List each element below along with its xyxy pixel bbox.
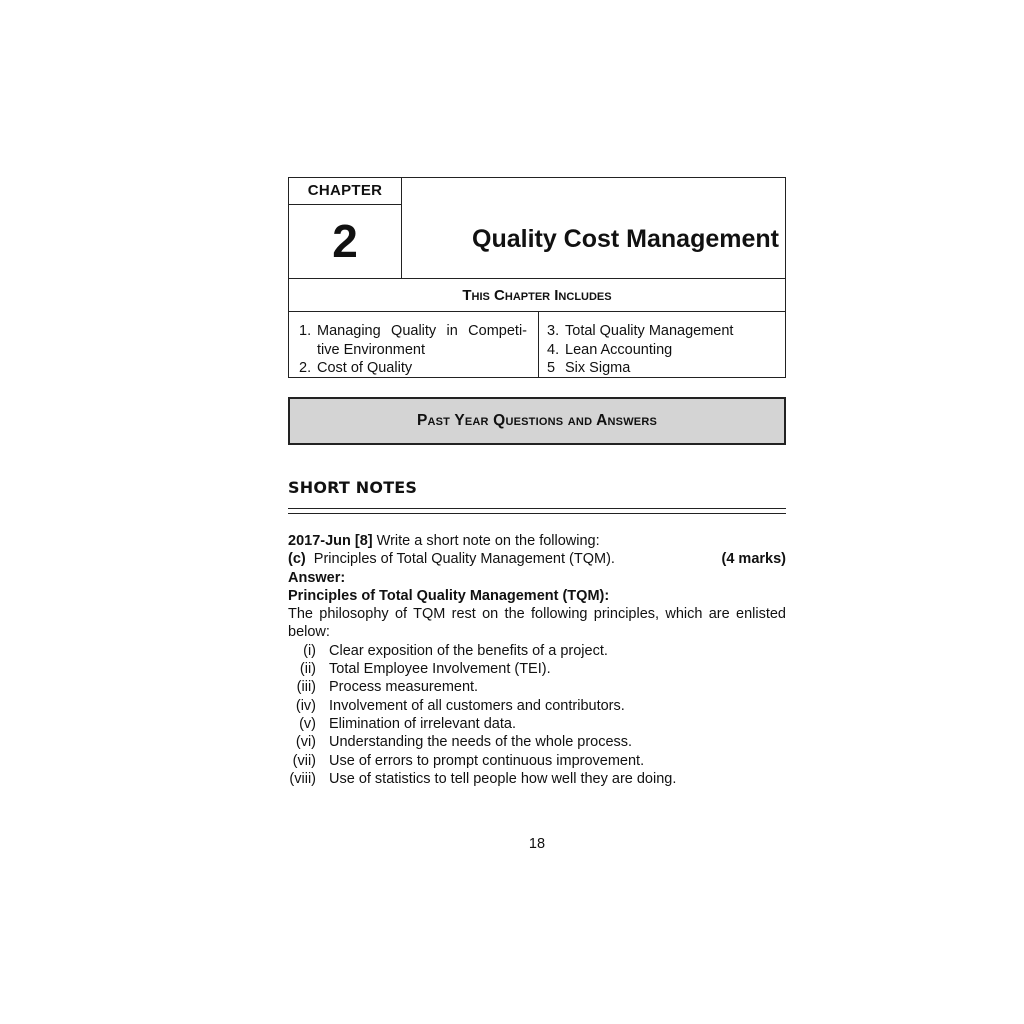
- list-item: [288, 770, 786, 788]
- chapter-title: Quality Cost Management: [472, 225, 779, 253]
- chapter-number-cell: [289, 178, 402, 278]
- list-item: [288, 660, 786, 678]
- list-item: [547, 322, 777, 341]
- list-item: [299, 359, 527, 378]
- list-item-number: (iv): [295, 697, 316, 714]
- column-divider: [538, 312, 539, 378]
- answer-intro: The philosophy of TQM rest on the following principles, which are enlisted below:: [288, 606, 786, 641]
- page-number: 18: [528, 836, 546, 852]
- list-item: [288, 678, 786, 696]
- list-item-text: Clear exposition of the benefits of a project.: [329, 642, 608, 659]
- list-item-text: Lean Accounting: [565, 341, 673, 358]
- list-item-text: Involvement of all customers and contributors.: [329, 697, 625, 714]
- list-item-number: (vii): [292, 752, 316, 769]
- chapter-includes-list: [289, 312, 785, 378]
- chapter-number: 2: [332, 215, 358, 267]
- list-item-text: Total Employee Involvement (TEI).: [329, 661, 551, 678]
- list-item: [547, 359, 777, 378]
- list-item-number: 4.: [547, 341, 560, 358]
- question-line: [288, 532, 786, 550]
- list-item-number: (v): [299, 715, 316, 732]
- list-item-number: 3.: [547, 323, 560, 339]
- question-part-row: [288, 550, 786, 568]
- past-year-questions-banner: Past Year Questions and Answers: [288, 397, 786, 445]
- section-heading: SHORT NOTES: [288, 478, 418, 497]
- list-item-number: (iii): [296, 679, 316, 696]
- list-item: [288, 642, 786, 660]
- list-item: [288, 752, 786, 770]
- list-item-text: Use of errors to prompt continuous improvement.: [329, 752, 645, 769]
- question-answer-block: [288, 532, 786, 788]
- list-item-number: (i): [303, 642, 316, 659]
- list-item-text: Elimination of irrelevant data.: [329, 715, 516, 732]
- chapter-label: CHAPTER: [289, 178, 401, 205]
- double-divider: [288, 508, 786, 514]
- question-ref: 2017-Jun [8]: [288, 533, 373, 549]
- list-item-number: (ii): [299, 661, 316, 678]
- answer-heading: Principles of Total Quality Management (TQM):: [288, 587, 610, 604]
- list-item-number: (vi): [295, 734, 316, 751]
- list-item-number: 1.: [299, 323, 312, 339]
- list-item-text: Understanding the needs of the whole process.: [329, 734, 633, 751]
- list-item-number: (viii): [289, 770, 316, 787]
- list-item: [288, 697, 786, 715]
- list-item: [299, 322, 527, 359]
- list-item-number: 5: [547, 360, 556, 376]
- list-item-text: Managing Quality in Competi-tive Environment: [317, 323, 527, 358]
- list-item-text: Total Quality Management: [565, 323, 734, 339]
- chapter-includes-heading: This Chapter Includes: [289, 278, 785, 312]
- list-item: [547, 341, 777, 360]
- question-part-text: Principles of Total Quality Management (TQM).: [313, 551, 615, 568]
- list-item-text: Six Sigma: [565, 360, 631, 376]
- list-item-text: Use of statistics to tell people how well they are doing.: [329, 770, 677, 787]
- list-item-number: 2.: [299, 360, 312, 376]
- list-item-text: Process measurement.: [329, 679, 479, 696]
- question-part-label: (c): [288, 551, 306, 568]
- question-prompt: Write a short note on the following:: [376, 533, 600, 549]
- book-page: [288, 177, 786, 852]
- includes-left-column: [299, 322, 527, 378]
- list-item-text: Cost of Quality: [317, 360, 413, 376]
- includes-right-column: [547, 322, 777, 378]
- question-marks: (4 marks): [721, 551, 786, 568]
- chapter-header-box: [288, 177, 786, 378]
- list-item: [288, 715, 786, 733]
- list-item: [288, 733, 786, 751]
- answer-label: Answer:: [288, 569, 346, 586]
